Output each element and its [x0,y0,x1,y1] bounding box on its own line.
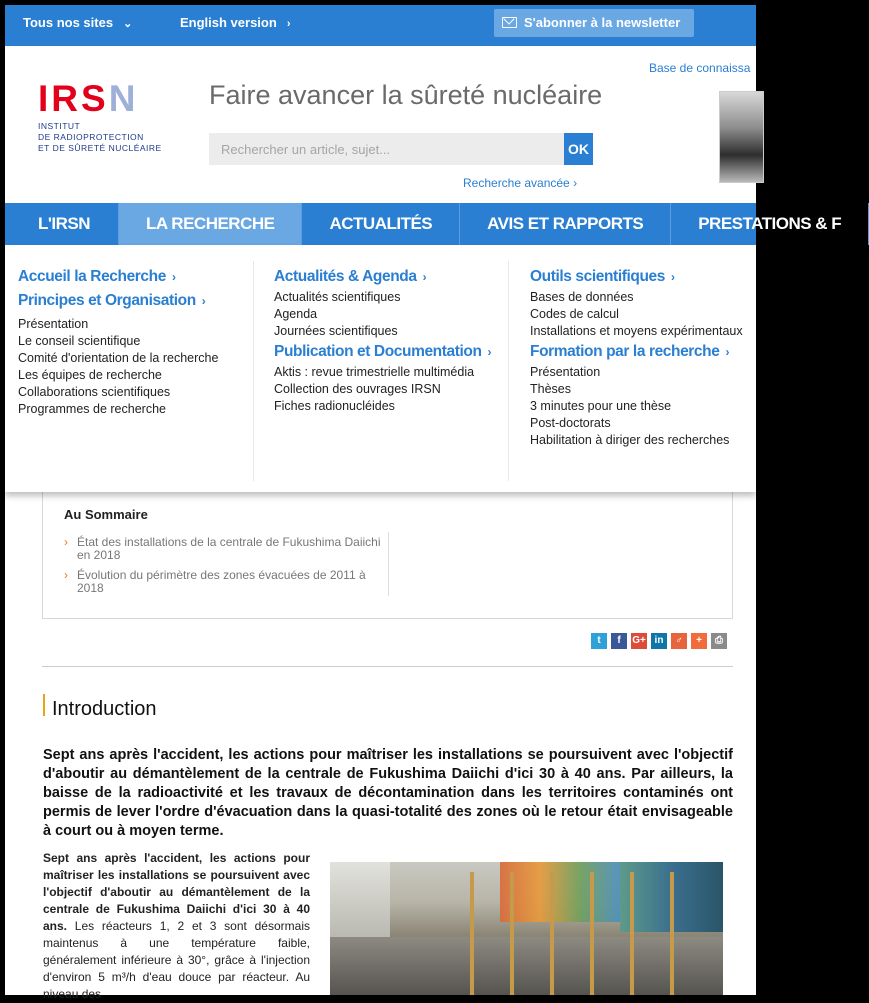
logo-line: DE RADIOPROTECTION [38,132,144,142]
chevron-right-icon: › [725,345,730,359]
chevron-right-icon: › [487,345,492,359]
search-submit-button[interactable]: OK [564,133,593,165]
summary-list [64,536,384,602]
menu-link[interactable]: Post-doctorats [530,416,611,430]
irsn-logo[interactable] [38,80,162,154]
mega-menu [5,245,756,492]
menu-link[interactable]: Installations et moyens expérimentaux [530,324,743,338]
chevron-right-icon: › [422,270,427,284]
menu-link[interactable]: Habilitation à diriger des recherches [530,433,730,447]
menu-link[interactable]: Collaborations scientifiques [18,385,171,399]
article-lead: Sept ans après l'accident, les actions pour maîtriser les installations se poursuivent avec l'objectif d'aboutir au démantèlement de la centrale de Fukushima Daiichi d'ici 30 à 40 ans. Par ailleurs, la baisse de la radioactivité et les travaux de décontamination dans les territoires contaminés ont permis de lever l'ordre d'évacuation dans la quasi-totalité des zones où le retour était envisageable à court ou à moyen terme. [43,747,733,839]
newsletter-button[interactable] [494,9,694,37]
search-input[interactable] [209,133,564,165]
menu-link[interactable]: 3 minutes pour une thèse [530,399,672,413]
nav-item-irsn[interactable]: L'IRSN [5,203,119,245]
print-icon[interactable]: ⎙ [711,633,727,649]
top-bar [5,5,756,46]
twitter-icon[interactable]: t [591,633,607,649]
summary-box [42,492,733,619]
knowledge-base-link[interactable]: Base de connaissa [649,61,751,75]
google-plus-icon[interactable]: G+ [631,633,647,649]
chevron-right-icon: › [286,18,291,30]
menu-link[interactable]: Fiches radionucléides [274,399,395,413]
nav-item-avis-rapports[interactable]: AVIS ET RAPPORTS [460,203,671,245]
menu-link[interactable]: Actualités scientifiques [274,290,401,304]
all-sites-menu[interactable] [23,15,132,30]
section-heading: Introduction [52,698,157,720]
header-promo-image[interactable] [719,91,764,183]
menu-divider [508,261,509,481]
menu-divider [253,261,254,481]
menu-heading-label: Accueil la Recherche [18,268,166,285]
heading-accent [43,694,45,716]
logo-subtitle [38,121,162,154]
chevron-right-icon: › [64,535,68,549]
nav-item-prestations[interactable]: PRESTATIONS & F [671,203,869,245]
chevron-right-icon: › [573,176,578,190]
menu-heading-label: Outils scientifiques [530,268,665,285]
share-bar [591,633,727,649]
menu-heading-principes[interactable] [18,289,218,313]
page [5,5,842,1001]
logo-wordmark [38,80,162,117]
summary-link[interactable] [64,536,384,562]
menu-link[interactable]: Thèses [530,382,571,396]
menu-link[interactable]: Codes de calcul [530,307,619,321]
site-tagline: Faire avancer la sûreté nucléaire [209,80,603,110]
header [5,46,756,203]
menu-link[interactable]: Aktis : revue trimestrielle multimédia [274,365,475,379]
menu-link[interactable]: Agenda [274,307,318,321]
viadeo-icon[interactable]: ♂ [671,633,687,649]
menu-link[interactable]: Programmes de recherche [18,402,166,416]
english-version-label: English version [180,15,277,30]
article-photo[interactable] [330,862,723,995]
summary-title: Au Sommaire [64,507,148,522]
chevron-right-icon: › [670,270,675,284]
mega-column-recherche [18,265,218,418]
summary-link-label: Évolution du périmètre des zones évacuées de 2011 à 2018 [77,568,366,595]
chevron-right-icon: › [171,270,176,284]
summary-link-label: État des installations de la centrale de Fukushima Daiichi en 2018 [77,535,381,562]
menu-heading-accueil[interactable] [18,265,218,289]
facebook-icon[interactable]: f [611,633,627,649]
menu-heading-formation[interactable] [530,340,743,364]
linkedin-icon[interactable]: in [651,633,667,649]
envelope-icon [502,17,517,28]
logo-line: INSTITUT [38,121,81,131]
menu-link[interactable]: Présentation [530,365,601,379]
menu-link[interactable]: Bases de données [530,290,634,304]
logo-letters: IRS [38,78,109,119]
menu-link[interactable]: Journées scientifiques [274,324,398,338]
mega-column-outils [530,265,743,449]
menu-heading-label: Publication et Documentation [274,343,482,360]
menu-link[interactable]: Collection des ouvrages IRSN [274,382,441,396]
nav-item-actualites[interactable]: ACTUALITÉS [302,203,460,245]
chevron-down-icon: ⌄ [123,18,133,30]
share-more-icon[interactable]: + [691,633,707,649]
main-nav [5,203,842,245]
newsletter-label: S'abonner à la newsletter [524,15,681,30]
chevron-right-icon: › [64,568,68,582]
summary-divider [388,532,389,596]
menu-heading-label: Formation par la recherche [530,343,720,360]
menu-heading-actualites[interactable] [274,265,491,289]
menu-link[interactable]: Présentation [18,317,89,331]
menu-heading-publication[interactable] [274,340,491,364]
logo-n: N [108,78,139,119]
menu-link[interactable]: Le conseil scientifique [18,334,141,348]
menu-heading-label: Principes et Organisation [18,292,196,309]
menu-link[interactable]: Comité d'orientation de la recherche [18,351,219,365]
english-version-link[interactable] [180,15,290,30]
advanced-search-label: Recherche avancée [463,176,570,190]
mega-column-actualites [274,265,491,415]
menu-link[interactable]: Les équipes de recherche [18,368,162,382]
nav-item-recherche[interactable]: LA RECHERCHE [119,203,302,245]
summary-link[interactable] [64,569,384,595]
advanced-search-link[interactable] [463,176,577,190]
article-body-text: Les réacteurs 1, 2 et 3 sont désormais maintenus à une température faible, généralement inférieure à 30°, grâce à l'injection d'environ 5 m³/h d'eau douce par réacteur. Au niveau des [43,919,310,1001]
menu-heading-outils[interactable] [530,265,743,289]
article-body-bold: Sept ans après l'accident, les actions pour maîtriser les installations se poursuivent avec l'objectif d'aboutir au démantèlement de la centrale de Fukushima Daiichi d'ici 30 à 40 ans. [43,851,310,933]
chevron-right-icon: › [201,294,206,308]
logo-line: ET DE SÛRETÉ NUCLÉAIRE [38,143,162,153]
menu-heading-label: Actualités & Agenda [274,268,417,285]
article-body [43,850,310,1003]
divider [42,666,733,667]
all-sites-label: Tous nos sites [23,15,114,30]
